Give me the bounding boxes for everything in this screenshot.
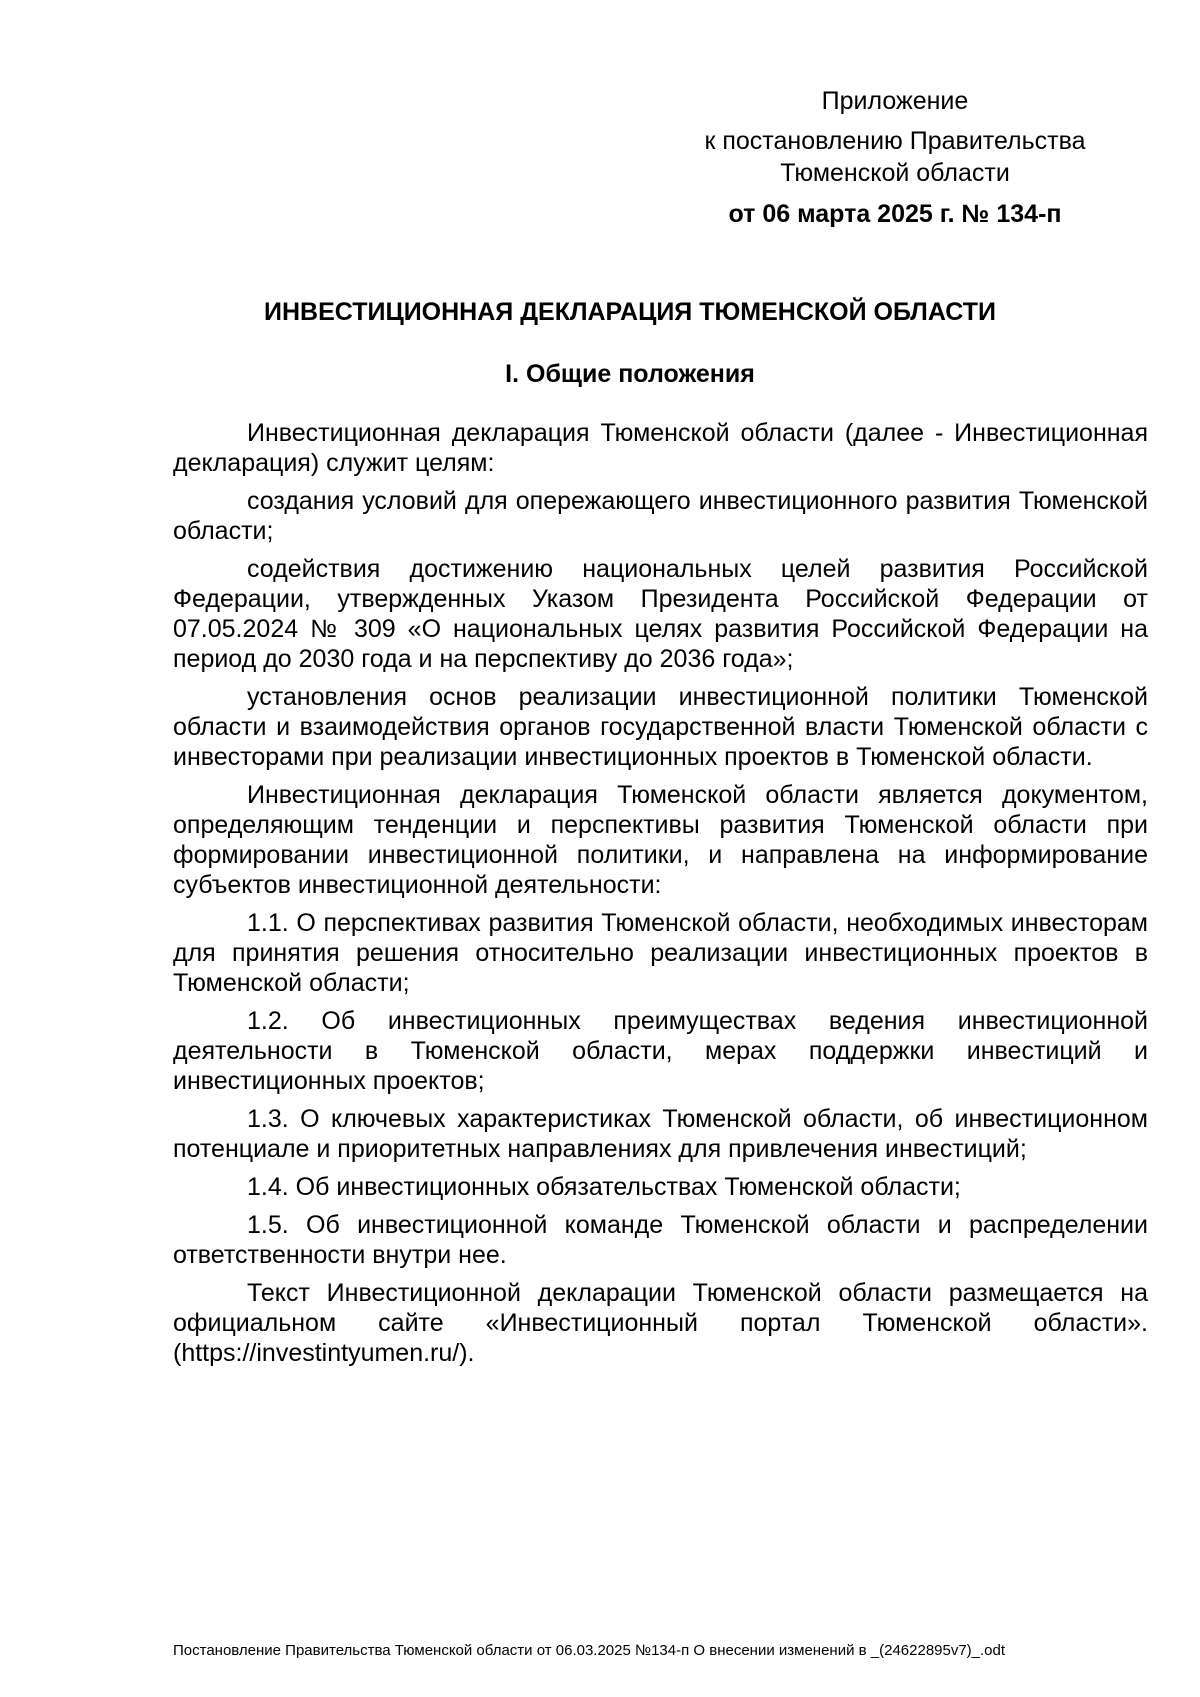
appendix-reference: к постановлению Правительства Тюменской области [704,127,1086,187]
paragraph: 1.1. О перспективах развития Тюменской области, необходимых инвесторам для принятия решения относительно реализации инвестиционных проектов в Тюменской области; [173,909,1148,997]
paragraph: 1.5. Об инвестиционной команде Тюменской области и распределении ответственности внутри нее. [173,1211,1148,1269]
document-title: ИНВЕСТИЦИОННАЯ ДЕКЛАРАЦИЯ ТЮМЕНСКОЙ ОБЛАСТИ [264,298,996,326]
paragraph: 1.4. Об инвестиционных обязательствах Тюменской области; [247,1173,961,1201]
paragraph: Инвестиционная декларация Тюменской области (далее - Инвестиционная декларация) служит целям: [173,419,1148,477]
paragraph: установления основ реализации инвестиционной политики Тюменской области и взаимодействия органов государственной власти Тюменской области с инвесторами при реализации инвестиционных проектов в Тюменской области. [173,683,1148,771]
paragraph: создания условий для опережающего инвестиционного развития Тюменской области; [173,487,1148,545]
appendix-title: Приложение [821,87,969,115]
page-footer: Постановление Правительства Тюменской области от 06.03.2025 №134-п О внесении изменений в _(24622895v7)_.odt [173,1642,1006,1659]
paragraph: Текст Инвестиционной декларации Тюменской области размещается на официальном сайте «Инвестиционный портал Тюменской области». (https://investintyumen.ru/). [173,1279,1148,1367]
appendix-date-number: от 06 марта 2025 г. № 134-п [728,200,1062,228]
paragraph: 1.2. Об инвестиционных преимуществах ведения инвестиционной деятельности в Тюменской области, мерах поддержки инвестиций и инвестиционных проектов; [173,1007,1148,1095]
paragraph: содействия достижению национальных целей развития Российской Федерации, утвержденных Указом Президента Российской Федерации от 07.05.2024 № 309 «О национальных целях развития Российской Федерации на период до 2030 года и на перспективу до 2036 года»; [173,555,1148,673]
paragraph: 1.3. О ключевых характеристиках Тюменской области, об инвестиционном потенциале и приоритетных направлениях для привлечения инвестиций; [173,1105,1148,1163]
section-title: I. Общие положения [505,360,755,388]
document-body [173,418,1148,1376]
paragraph: Инвестиционная декларация Тюменской области является документом, определяющим тенденции и перспективы развития Тюменской области при формировании инвестиционной политики, и направлена на информирование субъектов инвестиционной деятельности: [173,781,1148,899]
